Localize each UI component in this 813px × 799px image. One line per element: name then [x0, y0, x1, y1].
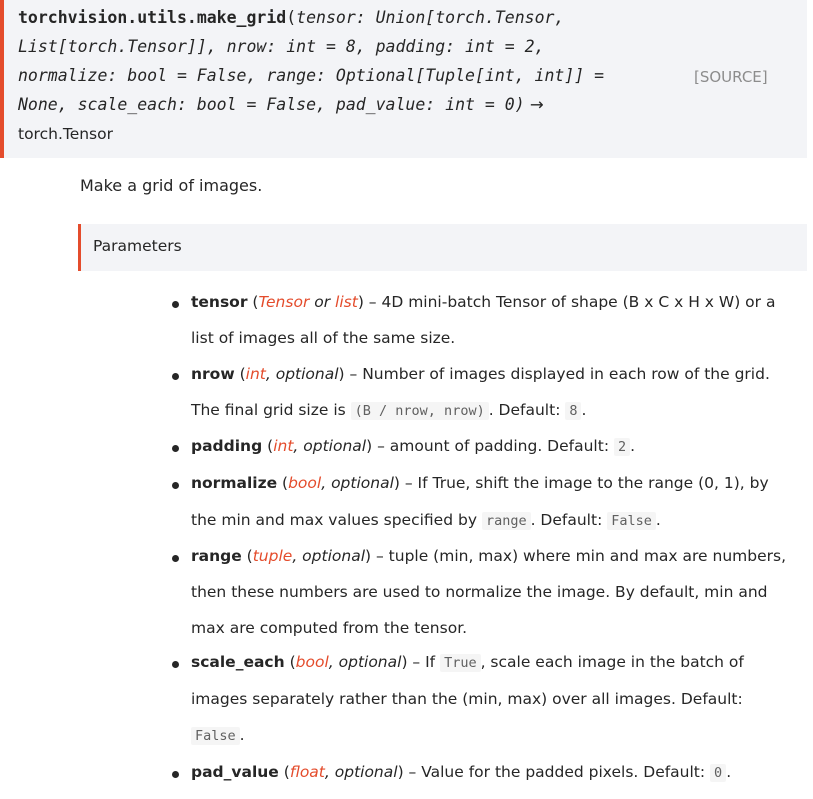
- param-name: nrow: [191, 365, 235, 383]
- inline-code: range: [482, 512, 531, 530]
- text: – If: [407, 653, 441, 671]
- type-link-int[interactable]: int: [245, 365, 266, 383]
- signature-args-4: None, scale_each: bool = False, pad_value: int = 0): [18, 95, 525, 114]
- text: .: [630, 437, 636, 455]
- source-link[interactable]: [SOURCE]: [694, 68, 768, 86]
- text: the min and max values specified by: [191, 511, 482, 529]
- param-nrow-cont: [191, 401, 586, 419]
- signature-line-4: [18, 95, 544, 114]
- param-scale-each-cont: images separately rather than the (min, max) over all images. Default:: [191, 690, 743, 708]
- optional-text: , optional: [292, 547, 365, 565]
- default-value: False: [191, 727, 240, 745]
- description: Make a grid of images.: [80, 176, 263, 195]
- module-path: torchvision.utils.: [18, 8, 197, 27]
- bullet-icon: [172, 661, 179, 668]
- signature-line-1: [18, 8, 564, 27]
- default-value: 0: [710, 764, 726, 782]
- paren: (: [247, 293, 259, 311]
- paren: (: [278, 763, 290, 781]
- param-tensor-cont: list of images all of the same size.: [191, 329, 456, 347]
- default-value: 2: [614, 438, 630, 456]
- text: .: [655, 511, 661, 529]
- function-name: make_grid: [196, 8, 287, 27]
- parameters-heading: Parameters: [93, 237, 182, 255]
- paren: ): [366, 437, 373, 455]
- inline-code: True: [440, 654, 481, 672]
- function-signature: [0, 0, 807, 158]
- paren: (: [234, 365, 246, 383]
- bullet-icon: [172, 482, 179, 489]
- default-value: 8: [565, 402, 581, 420]
- param-desc: – 4D mini-batch Tensor of shape (B x C x H x W) or a: [363, 293, 776, 311]
- param-range-cont: max are computed from the tensor.: [191, 619, 468, 637]
- default-value: False: [607, 512, 656, 530]
- type-link-bool[interactable]: bool: [295, 653, 329, 671]
- open-paren: (: [286, 8, 297, 27]
- bullet-icon: [172, 771, 179, 778]
- param-desc: , scale each image in the batch of: [480, 653, 744, 671]
- type-link-float[interactable]: float: [289, 763, 325, 781]
- param-normalize: [191, 474, 769, 492]
- bullet-icon: [172, 373, 179, 380]
- param-nrow: [191, 365, 770, 383]
- paren: (: [241, 547, 253, 565]
- text: The final grid size is: [191, 401, 351, 419]
- param-desc: – If True, shift the image to the range (0, 1), by: [399, 474, 769, 492]
- param-tensor: [191, 293, 775, 311]
- text: .: [726, 763, 732, 781]
- paren: (: [284, 653, 296, 671]
- type-link-bool[interactable]: bool: [288, 474, 322, 492]
- type-link-int[interactable]: int: [273, 437, 294, 455]
- optional-text: , optional: [328, 653, 402, 671]
- param-pad-value: [191, 763, 731, 781]
- param-range: [191, 547, 786, 565]
- paren: ): [357, 293, 364, 311]
- signature-line-2: List[torch.Tensor]], nrow: int = 8, padding: int = 2,: [18, 37, 545, 56]
- return-arrow: →: [524, 95, 544, 114]
- param-padding: [191, 437, 635, 455]
- bullet-icon: [172, 445, 179, 452]
- paren: (: [277, 474, 289, 492]
- param-scale-each-cont: [191, 726, 245, 744]
- param-desc: – amount of padding. Default:: [372, 437, 614, 455]
- param-desc: – tuple (min, max) where min and max are numbers,: [371, 547, 787, 565]
- paren: ): [401, 653, 408, 671]
- param-normalize-cont: [191, 511, 661, 529]
- type-link-tuple[interactable]: tuple: [252, 547, 293, 565]
- parameters-header: [78, 224, 807, 271]
- paren: ): [338, 365, 345, 383]
- type-link-list[interactable]: list: [335, 293, 358, 311]
- text: .: [581, 401, 587, 419]
- text: . Default:: [488, 401, 566, 419]
- type-link-tensor[interactable]: Tensor: [258, 293, 310, 311]
- param-name: normalize: [191, 474, 278, 492]
- paren: ): [393, 474, 400, 492]
- or-text: or: [309, 293, 336, 311]
- bullet-icon: [172, 301, 179, 308]
- return-type: torch.Tensor: [18, 125, 113, 143]
- param-name: padding: [191, 437, 263, 455]
- param-desc: – Value for the padded pixels. Default:: [403, 763, 711, 781]
- optional-text: , optional: [265, 365, 339, 383]
- paren: ): [365, 547, 372, 565]
- bullet-icon: [172, 555, 179, 562]
- param-name: scale_each: [191, 653, 285, 671]
- inline-code: (B / nrow, nrow): [351, 402, 489, 420]
- paren: (: [262, 437, 274, 455]
- param-scale-each: [191, 653, 744, 671]
- text: .: [239, 726, 245, 744]
- signature-args-1: tensor: Union[torch.Tensor,: [296, 8, 565, 27]
- param-name: tensor: [191, 293, 248, 311]
- optional-text: , optional: [293, 437, 367, 455]
- signature-line-3: normalize: bool = False, range: Optional[Tuple[int, int]] =: [18, 66, 605, 85]
- paren: ): [397, 763, 404, 781]
- param-name: range: [191, 547, 242, 565]
- text: . Default:: [530, 511, 608, 529]
- optional-text: , optional: [321, 474, 394, 492]
- param-name: pad_value: [191, 763, 279, 781]
- optional-text: , optional: [324, 763, 398, 781]
- param-desc: – Number of images displayed in each row of the grid.: [344, 365, 770, 383]
- param-range-cont: then these numbers are used to normalize the image. By default, min and: [191, 583, 768, 601]
